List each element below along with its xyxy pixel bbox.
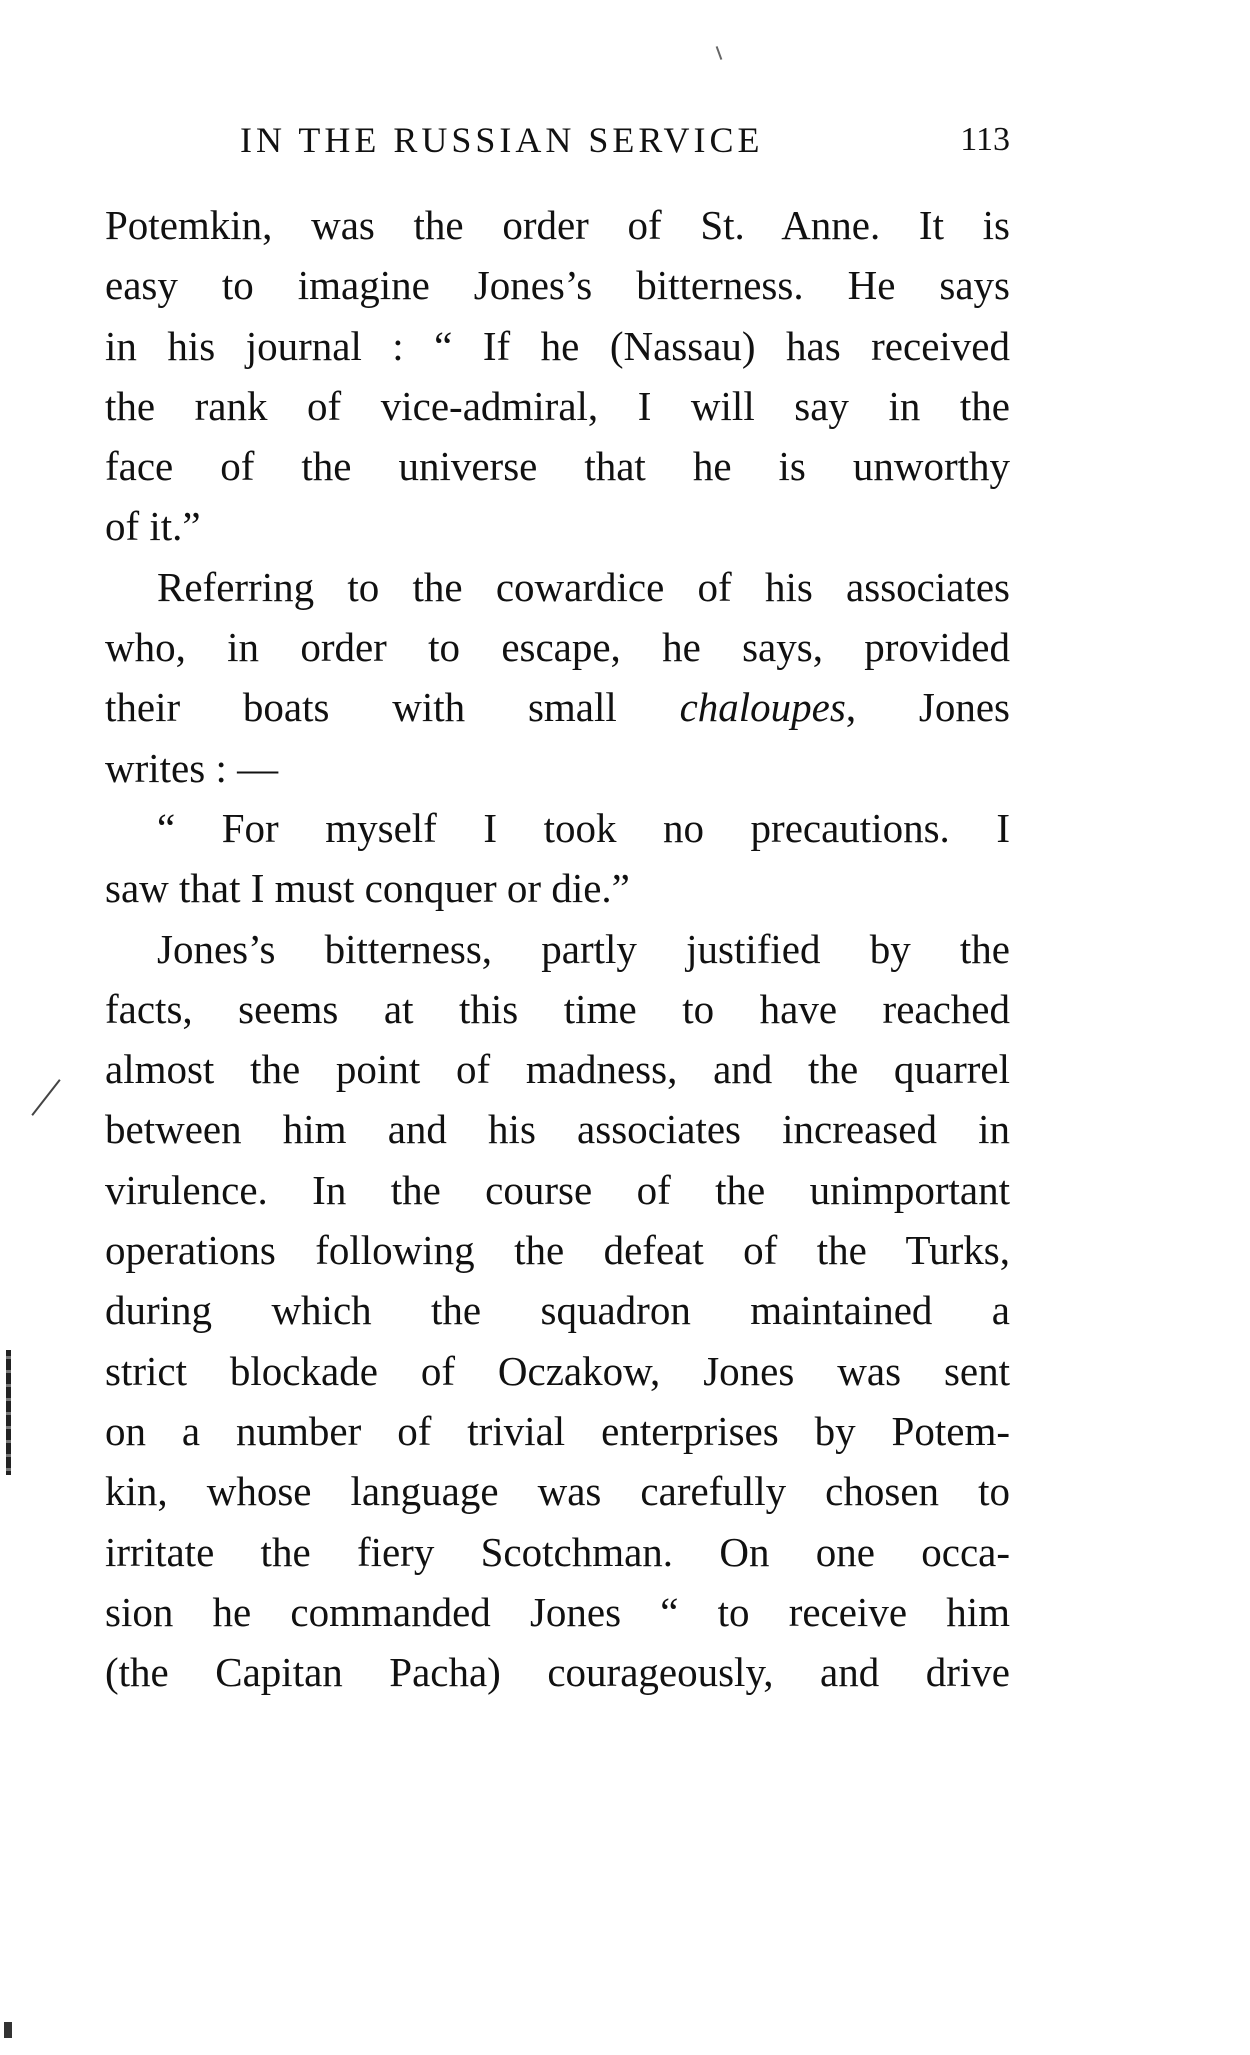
text-line: Jones’s bitterness, partly justified by the: [157, 925, 1010, 972]
paragraph-2: [105, 557, 1010, 798]
text-line: almost the point of madness, and the quarrel: [105, 1046, 1010, 1093]
italic-word: chaloupes: [679, 684, 846, 731]
scan-pencil-mark: [31, 1079, 60, 1116]
text-line: kin, whose language was carefully chosen to: [105, 1468, 1010, 1515]
text-line: face of the universe that he is unworthy: [105, 443, 1010, 490]
text-line: Potemkin, was the order of St. Anne. It is: [105, 202, 1010, 248]
scan-binding-edge: [6, 1350, 11, 1475]
text-line: saw that I must conquer or die.”: [105, 865, 630, 912]
scan-speck: [716, 46, 723, 60]
text-line: in his journal : “ If he (Nassau) has received: [105, 322, 1010, 369]
text-line: Referring to the cowardice of his associates: [157, 563, 1010, 610]
body-text: [105, 195, 1010, 1702]
paragraph-4: [105, 919, 1010, 1703]
paragraph-3: [105, 798, 1010, 919]
text-line: strict blockade of Oczakow, Jones was sent: [105, 1347, 1010, 1394]
text-line: irritate the fiery Scotchman. On one occa-: [105, 1528, 1010, 1575]
text-line: of it.”: [105, 503, 201, 550]
text-line: operations following the defeat of the Turks,: [105, 1227, 1010, 1274]
text-line: sion he commanded Jones “ to receive him: [105, 1588, 1010, 1635]
text-fragment: their boats with small: [105, 684, 680, 731]
page-number: 113: [960, 121, 1010, 158]
text-line: the rank of vice-admiral, I will say in the: [105, 382, 1010, 429]
text-line: easy to imagine Jones’s bitterness. He says: [105, 262, 1010, 309]
text-line: during which the squadron maintained a: [105, 1287, 1010, 1334]
text-line: “ For myself I took no precautions. I: [157, 804, 1010, 851]
text-line: on a number of trivial enterprises by Potem-: [105, 1407, 1010, 1454]
text-line: virulence. In the course of the unimportant: [105, 1166, 1010, 1213]
text-line: who, in order to escape, he says, provided: [105, 624, 1010, 671]
text-line: writes : —: [105, 744, 279, 791]
text-line: facts, seems at this time to have reached: [105, 985, 1010, 1032]
text-fragment: , Jones: [845, 684, 1010, 731]
paragraph-1: [105, 195, 1010, 557]
text-line: between him and his associates increased in: [105, 1106, 1010, 1153]
running-title: IN THE RUSSIAN SERVICE: [240, 120, 764, 160]
text-line: (the Capitan Pacha) courageously, and drive: [105, 1649, 1010, 1696]
running-head: [240, 118, 1010, 162]
text-line: [105, 677, 1010, 737]
scan-corner-mark: [4, 2022, 12, 2038]
